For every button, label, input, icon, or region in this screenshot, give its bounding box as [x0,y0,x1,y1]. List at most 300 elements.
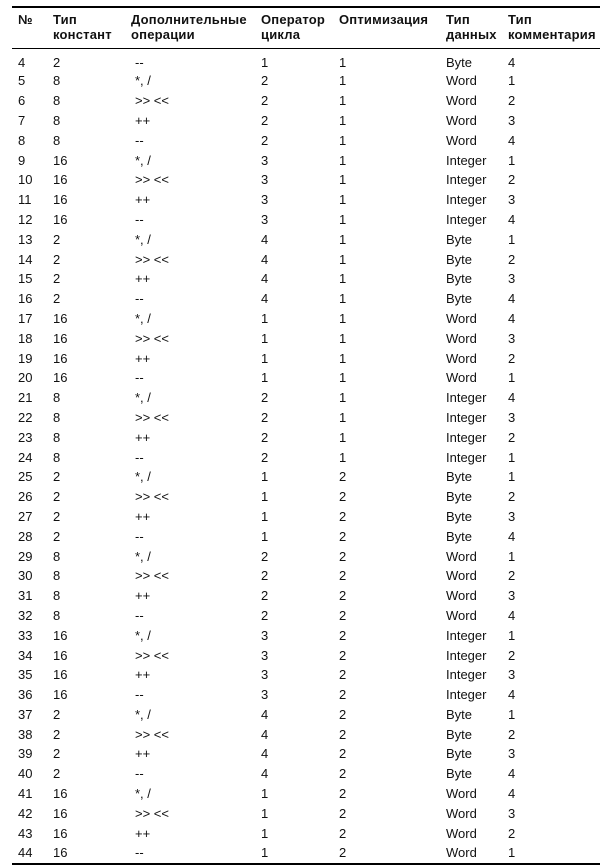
cell-optimization: 1 [339,231,347,247]
table-row [12,685,600,705]
cell-constant-type: 16 [53,370,68,386]
header-data-type [446,7,508,49]
cell-constant-type: 2 [53,271,61,287]
cell-loop-operator: 1 [261,786,269,802]
cell-row-number: 4 [18,54,26,70]
cell-data-type: Byte [446,766,473,782]
cell-optimization: 1 [339,172,347,188]
table-row [12,507,600,527]
cell-extra-operation: *, / [135,548,151,564]
cell-data-type: Integer [446,192,487,208]
cell-constant-type: 16 [53,192,68,208]
cell-comment-type: 3 [508,667,516,683]
header-number [12,7,53,49]
cell-extra-operation: -- [135,607,144,623]
cell-comment-type: 3 [508,330,516,346]
cell-loop-operator: 2 [261,73,269,89]
cell-comment-type: 1 [508,73,516,89]
cell-extra-operation: *, / [135,73,151,89]
cell-data-type: Word [446,845,477,861]
cell-optimization: 2 [339,627,347,643]
cell-row-number: 37 [18,706,33,722]
table-row [12,388,600,408]
cell-loop-operator: 1 [261,54,269,70]
cell-extra-operation: ++ [135,825,151,841]
header-extra-operations [131,7,261,49]
cell-data-type: Word [446,548,477,564]
cell-loop-operator: 1 [261,528,269,544]
table-row [12,705,600,725]
cell-loop-operator: 1 [261,825,269,841]
cell-row-number: 12 [18,211,33,227]
cell-constant-type: 8 [53,132,61,148]
cell-data-type: Integer [446,429,487,445]
cell-row-number: 9 [18,152,26,168]
cell-loop-operator: 3 [261,627,269,643]
variants-table [12,6,600,865]
cell-comment-type: 4 [508,607,516,623]
cell-comment-type: 4 [508,390,516,406]
cell-data-type: Word [446,805,477,821]
table-row [12,467,600,487]
cell-row-number: 17 [18,310,33,326]
cell-loop-operator: 2 [261,607,269,623]
cell-comment-type: 3 [508,192,516,208]
cell-row-number: 25 [18,469,33,485]
cell-comment-type: 2 [508,350,516,366]
cell-constant-type: 16 [53,310,68,326]
cell-data-type: Integer [446,449,487,465]
cell-constant-type: 8 [53,390,61,406]
cell-constant-type: 8 [53,73,61,89]
cell-row-number: 30 [18,568,33,584]
cell-loop-operator: 2 [261,548,269,564]
cell-extra-operation: -- [135,449,144,465]
table-row [12,645,600,665]
cell-comment-type: 3 [508,746,516,762]
cell-constant-type: 16 [53,845,68,861]
cell-constant-type: 2 [53,291,61,307]
cell-data-type: Byte [446,489,473,505]
cell-row-number: 16 [18,291,33,307]
table-row [12,91,600,111]
cell-row-number: 31 [18,588,33,604]
cell-optimization: 1 [339,152,347,168]
header-comment-type-line2: комментария [508,27,596,42]
cell-extra-operation: *, / [135,231,151,247]
cell-optimization: 1 [339,291,347,307]
header-comment-type [508,7,600,49]
cell-extra-operation: ++ [135,746,151,762]
cell-optimization: 2 [339,845,347,861]
cell-constant-type: 16 [53,330,68,346]
cell-data-type: Byte [446,54,473,70]
cell-comment-type: 2 [508,568,516,584]
cell-extra-operation: *, / [135,786,151,802]
table-row [12,229,600,249]
cell-data-type: Byte [446,726,473,742]
cell-data-type: Byte [446,528,473,544]
cell-constant-type: 2 [53,726,61,742]
cell-constant-type: 16 [53,211,68,227]
cell-comment-type: 1 [508,548,516,564]
cell-optimization: 1 [339,330,347,346]
cell-comment-type: 2 [508,429,516,445]
cell-constant-type: 2 [53,251,61,267]
cell-loop-operator: 4 [261,706,269,722]
cell-data-type: Word [446,73,477,89]
table-row [12,170,600,190]
cell-comment-type: 4 [508,766,516,782]
cell-optimization: 1 [339,370,347,386]
cell-constant-type: 8 [53,409,61,425]
cell-row-number: 32 [18,607,33,623]
cell-comment-type: 3 [508,588,516,604]
cell-comment-type: 4 [508,54,516,70]
cell-data-type: Integer [446,627,487,643]
cell-loop-operator: 1 [261,469,269,485]
cell-loop-operator: 1 [261,370,269,386]
table-row [12,526,600,546]
cell-extra-operation: -- [135,132,144,148]
cell-data-type: Word [446,568,477,584]
header-constant-type-line2: констант [53,27,112,42]
cell-optimization: 2 [339,528,347,544]
cell-data-type: Integer [446,687,487,703]
cell-loop-operator: 2 [261,588,269,604]
cell-optimization: 1 [339,429,347,445]
cell-loop-operator: 1 [261,330,269,346]
table-row [12,130,600,150]
cell-optimization: 2 [339,607,347,623]
cell-loop-operator: 2 [261,390,269,406]
cell-extra-operation: -- [135,211,144,227]
cell-data-type: Byte [446,271,473,287]
cell-optimization: 2 [339,489,347,505]
cell-data-type: Word [446,607,477,623]
cell-extra-operation: >> << [135,251,169,267]
table-row [12,665,600,685]
cell-data-type: Byte [446,231,473,247]
cell-constant-type: 16 [53,687,68,703]
cell-data-type: Word [446,350,477,366]
cell-loop-operator: 2 [261,568,269,584]
cell-data-type: Word [446,786,477,802]
cell-data-type: Byte [446,251,473,267]
cell-constant-type: 16 [53,825,68,841]
cell-comment-type: 1 [508,449,516,465]
cell-data-type: Word [446,132,477,148]
cell-optimization: 1 [339,390,347,406]
cell-comment-type: 4 [508,310,516,326]
cell-constant-type: 16 [53,172,68,188]
cell-row-number: 24 [18,449,33,465]
cell-data-type: Integer [446,172,487,188]
cell-optimization: 1 [339,251,347,267]
cell-optimization: 2 [339,726,347,742]
cell-row-number: 38 [18,726,33,742]
header-row [12,7,600,49]
cell-row-number: 5 [18,73,26,89]
cell-optimization: 2 [339,588,347,604]
cell-extra-operation: ++ [135,192,151,208]
cell-data-type: Byte [446,746,473,762]
cell-constant-type: 2 [53,489,61,505]
cell-optimization: 2 [339,469,347,485]
cell-row-number: 18 [18,330,33,346]
table-row [12,586,600,606]
cell-optimization: 1 [339,132,347,148]
cell-row-number: 41 [18,786,33,802]
cell-loop-operator: 1 [261,805,269,821]
cell-extra-operation: -- [135,370,144,386]
table-row [12,566,600,586]
cell-comment-type: 1 [508,706,516,722]
cell-constant-type: 8 [53,112,61,128]
cell-loop-operator: 4 [261,726,269,742]
cell-row-number: 14 [18,251,33,267]
cell-comment-type: 3 [508,271,516,287]
cell-optimization: 1 [339,112,347,128]
cell-optimization: 1 [339,211,347,227]
cell-constant-type: 8 [53,548,61,564]
header-number-label: № [18,12,33,27]
table-row [12,368,600,388]
cell-loop-operator: 4 [261,291,269,307]
cell-extra-operation: ++ [135,588,151,604]
cell-data-type: Word [446,93,477,109]
table-row [12,309,600,329]
table-row [12,784,600,804]
cell-loop-operator: 4 [261,271,269,287]
table-row [12,803,600,823]
cell-row-number: 21 [18,390,33,406]
cell-optimization: 1 [339,350,347,366]
cell-constant-type: 2 [53,231,61,247]
cell-comment-type: 3 [508,508,516,524]
cell-loop-operator: 3 [261,172,269,188]
cell-loop-operator: 3 [261,667,269,683]
table-header [12,7,600,49]
cell-comment-type: 2 [508,825,516,841]
cell-data-type: Word [446,330,477,346]
cell-row-number: 42 [18,805,33,821]
cell-loop-operator: 3 [261,647,269,663]
table-row [12,111,600,131]
cell-comment-type: 2 [508,172,516,188]
cell-optimization: 1 [339,271,347,287]
cell-constant-type: 8 [53,607,61,623]
table-row [12,744,600,764]
cell-loop-operator: 2 [261,449,269,465]
cell-constant-type: 16 [53,647,68,663]
cell-extra-operation: >> << [135,647,169,663]
cell-extra-operation: *, / [135,627,151,643]
cell-comment-type: 4 [508,211,516,227]
cell-extra-operation: *, / [135,469,151,485]
cell-optimization: 2 [339,805,347,821]
table-row [12,408,600,428]
cell-row-number: 19 [18,350,33,366]
cell-extra-operation: >> << [135,726,169,742]
cell-extra-operation: >> << [135,805,169,821]
cell-data-type: Integer [446,390,487,406]
cell-extra-operation: ++ [135,508,151,524]
table-row [12,823,600,843]
cell-extra-operation: -- [135,766,144,782]
cell-data-type: Integer [446,647,487,663]
cell-row-number: 23 [18,429,33,445]
cell-row-number: 34 [18,647,33,663]
cell-extra-operation: ++ [135,271,151,287]
cell-data-type: Integer [446,211,487,227]
cell-loop-operator: 1 [261,845,269,861]
cell-constant-type: 8 [53,568,61,584]
header-constant-type-line1: Тип [53,12,77,27]
table-row [12,210,600,230]
cell-extra-operation: *, / [135,706,151,722]
cell-loop-operator: 2 [261,112,269,128]
cell-loop-operator: 3 [261,211,269,227]
header-extra-operations-line1: Дополнительные [131,12,247,27]
header-loop-operator [261,7,339,49]
cell-constant-type: 16 [53,805,68,821]
header-optimization-label: Оптимизация [339,12,429,27]
cell-constant-type: 16 [53,667,68,683]
cell-optimization: 1 [339,93,347,109]
cell-comment-type: 1 [508,627,516,643]
cell-comment-type: 2 [508,489,516,505]
table-row [12,625,600,645]
cell-loop-operator: 2 [261,93,269,109]
cell-comment-type: 4 [508,528,516,544]
cell-row-number: 26 [18,489,33,505]
cell-optimization: 1 [339,73,347,89]
cell-loop-operator: 3 [261,687,269,703]
cell-row-number: 36 [18,687,33,703]
cell-row-number: 43 [18,825,33,841]
cell-comment-type: 3 [508,112,516,128]
cell-constant-type: 16 [53,152,68,168]
cell-optimization: 2 [339,548,347,564]
cell-data-type: Byte [446,508,473,524]
cell-constant-type: 16 [53,627,68,643]
cell-row-number: 29 [18,548,33,564]
cell-constant-type: 8 [53,93,61,109]
cell-extra-operation: ++ [135,667,151,683]
cell-data-type: Integer [446,667,487,683]
cell-extra-operation: ++ [135,112,151,128]
cell-comment-type: 4 [508,687,516,703]
header-comment-type-line1: Тип [508,12,532,27]
table-row [12,764,600,784]
cell-constant-type: 8 [53,588,61,604]
cell-comment-type: 3 [508,409,516,425]
header-data-type-line1: Тип [446,12,470,27]
header-data-type-line2: данных [446,27,497,42]
table-body [12,49,600,864]
table-row [12,348,600,368]
table-row [12,150,600,170]
cell-optimization: 2 [339,687,347,703]
cell-constant-type: 16 [53,786,68,802]
cell-optimization: 2 [339,786,347,802]
cell-constant-type: 2 [53,706,61,722]
cell-data-type: Word [446,588,477,604]
cell-extra-operation: >> << [135,172,169,188]
cell-comment-type: 2 [508,93,516,109]
table-row [12,724,600,744]
cell-comment-type: 4 [508,786,516,802]
cell-row-number: 8 [18,132,26,148]
cell-extra-operation: ++ [135,429,151,445]
table-row [12,606,600,626]
cell-row-number: 44 [18,845,33,861]
table-row [12,49,600,72]
cell-row-number: 39 [18,746,33,762]
header-constant-type [53,7,131,49]
cell-loop-operator: 1 [261,350,269,366]
cell-data-type: Integer [446,152,487,168]
cell-comment-type: 1 [508,370,516,386]
cell-extra-operation: *, / [135,310,151,326]
cell-loop-operator: 2 [261,409,269,425]
cell-optimization: 2 [339,825,347,841]
header-loop-operator-line1: Оператор [261,12,326,27]
cell-optimization: 1 [339,449,347,465]
cell-comment-type: 1 [508,152,516,168]
cell-extra-operation: *, / [135,152,151,168]
cell-row-number: 10 [18,172,33,188]
table-row [12,843,600,864]
cell-extra-operation: >> << [135,93,169,109]
header-loop-operator-line2: цикла [261,27,301,42]
cell-optimization: 2 [339,667,347,683]
table-row [12,71,600,91]
cell-loop-operator: 4 [261,746,269,762]
cell-loop-operator: 4 [261,766,269,782]
cell-constant-type: 2 [53,469,61,485]
cell-row-number: 6 [18,93,26,109]
cell-optimization: 2 [339,746,347,762]
cell-optimization: 2 [339,647,347,663]
cell-extra-operation: >> << [135,489,169,505]
cell-data-type: Byte [446,469,473,485]
cell-loop-operator: 1 [261,310,269,326]
cell-constant-type: 2 [53,746,61,762]
cell-comment-type: 1 [508,231,516,247]
cell-constant-type: 2 [53,54,61,70]
table-row [12,269,600,289]
cell-loop-operator: 2 [261,132,269,148]
cell-constant-type: 8 [53,429,61,445]
cell-row-number: 13 [18,231,33,247]
cell-optimization: 1 [339,310,347,326]
cell-extra-operation: -- [135,845,144,861]
table-row [12,328,600,348]
cell-comment-type: 2 [508,251,516,267]
cell-loop-operator: 4 [261,251,269,267]
table-row [12,249,600,269]
cell-extra-operation: >> << [135,330,169,346]
cell-row-number: 27 [18,508,33,524]
cell-extra-operation: >> << [135,568,169,584]
cell-data-type: Integer [446,409,487,425]
table-row [12,487,600,507]
cell-optimization: 2 [339,706,347,722]
cell-data-type: Byte [446,706,473,722]
table-row [12,546,600,566]
